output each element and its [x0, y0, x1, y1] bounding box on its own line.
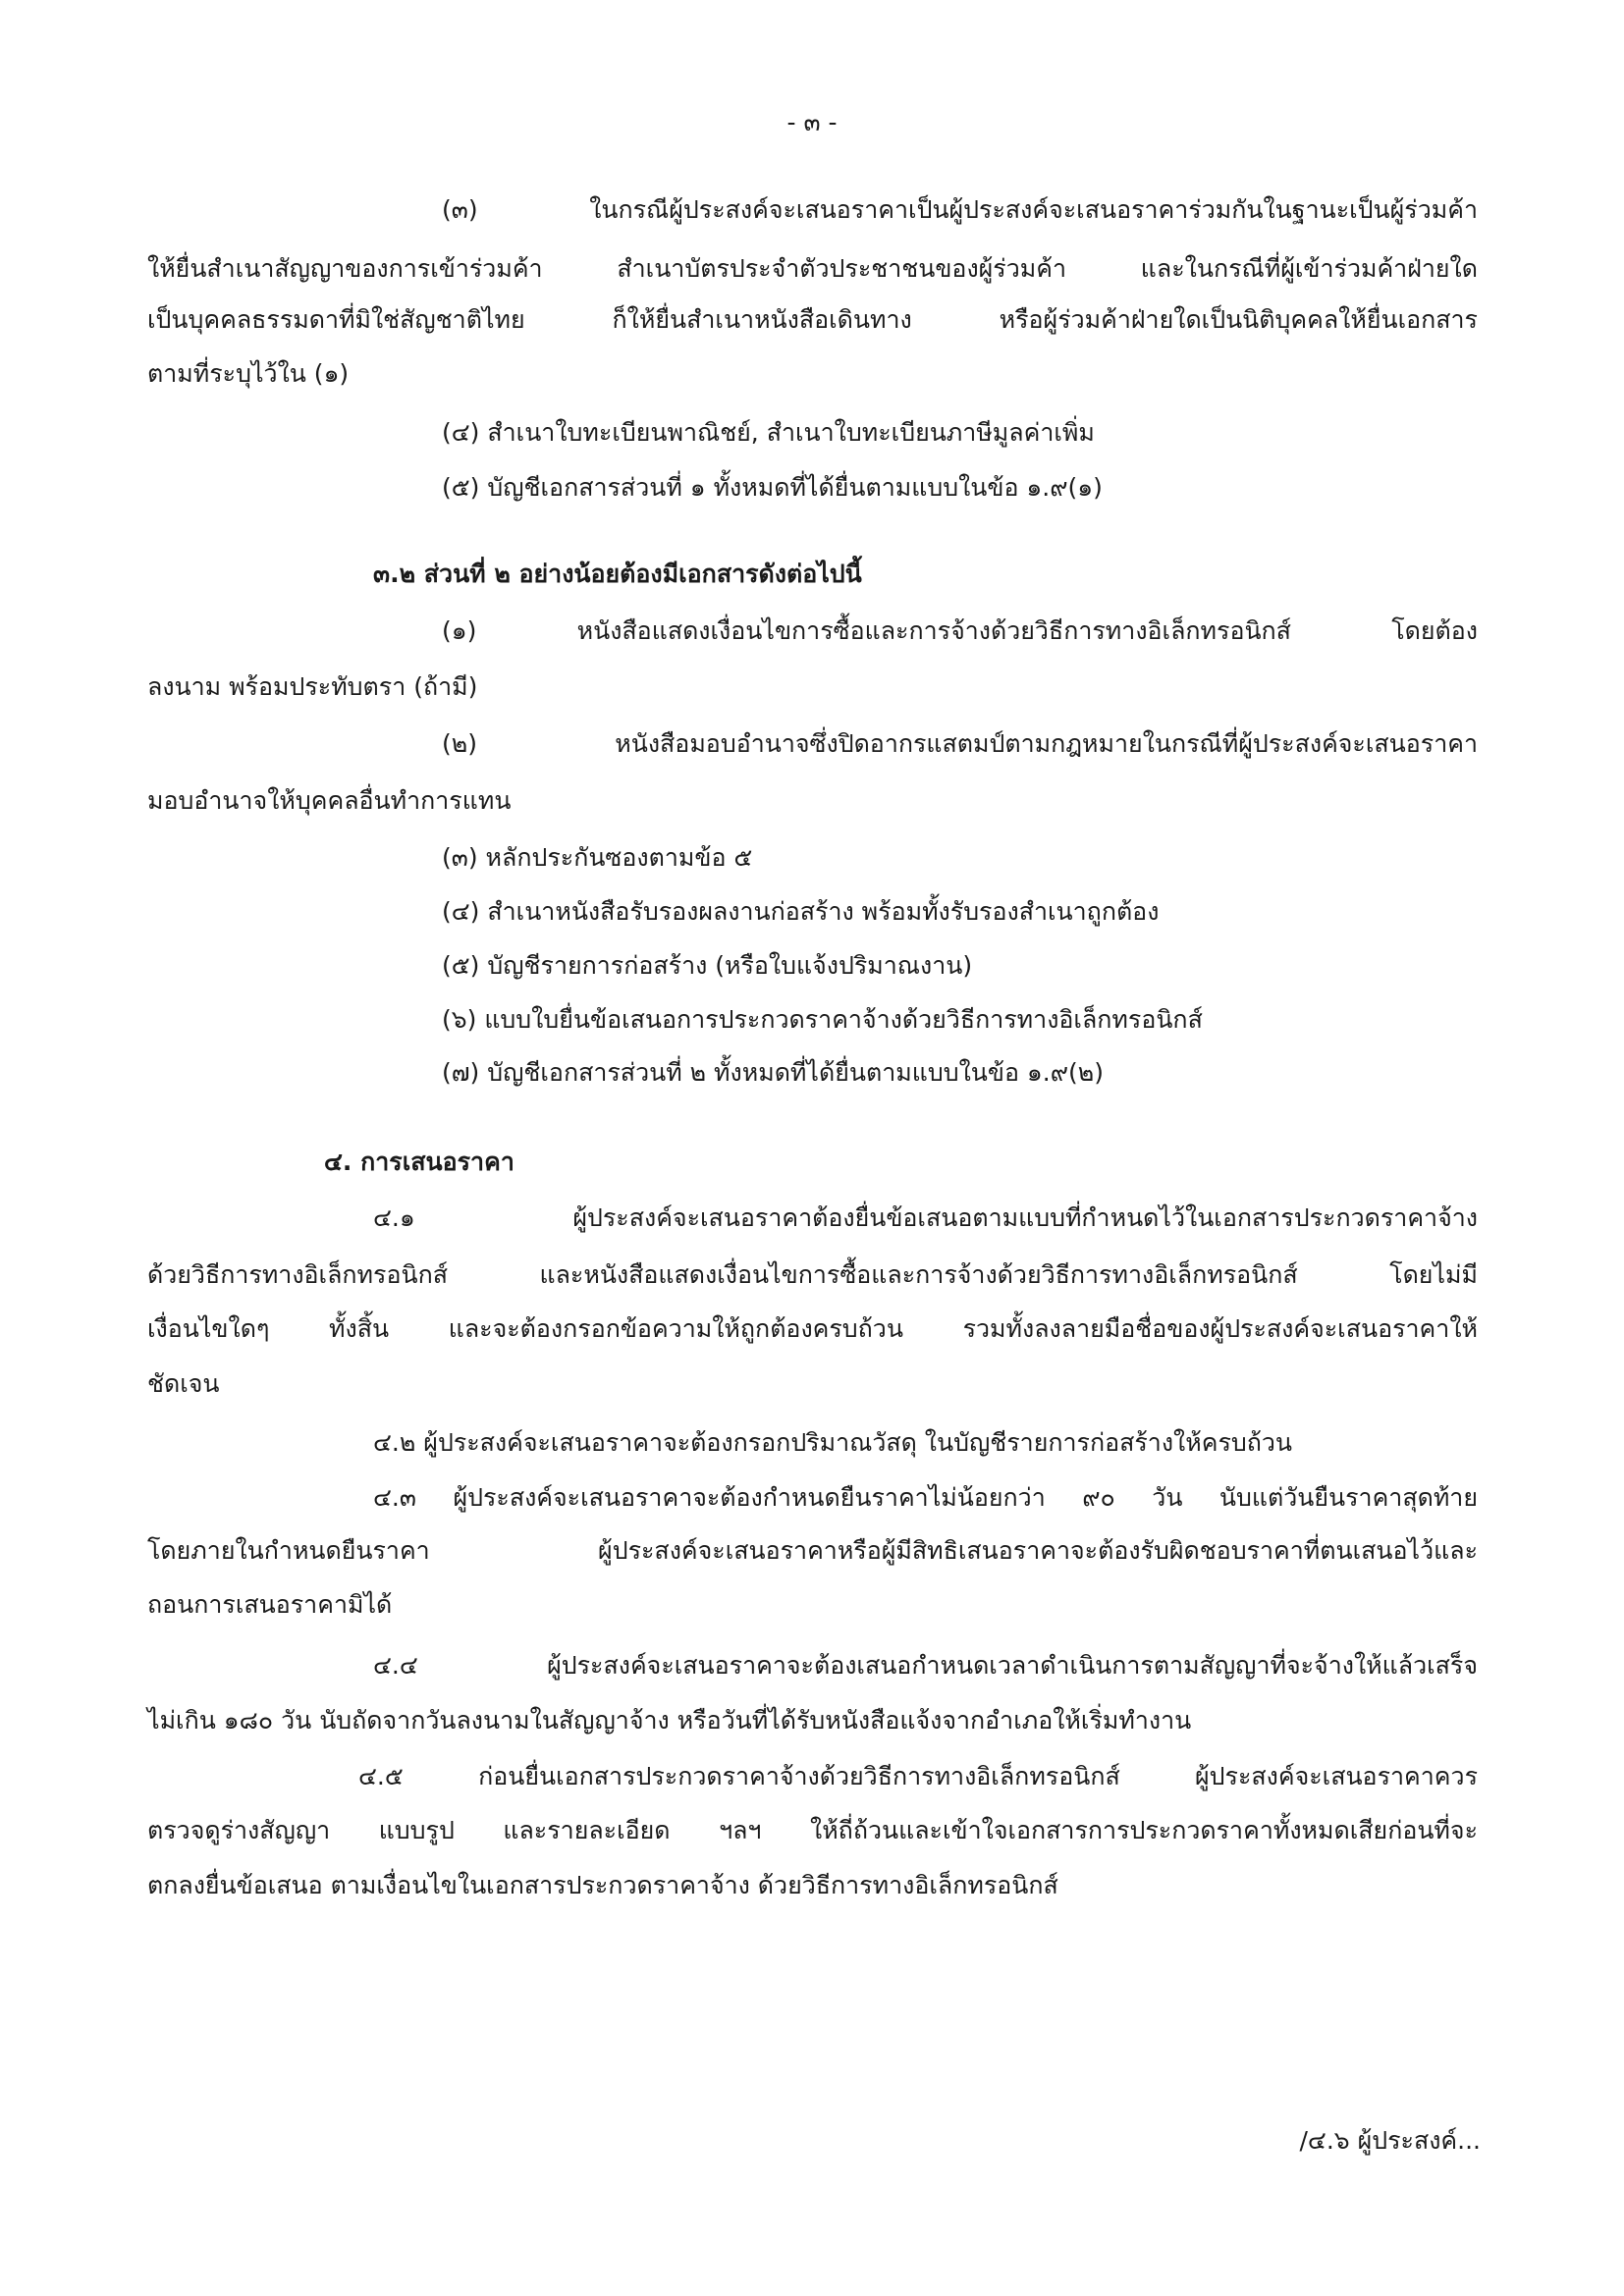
s4-p1-line1: ๔.๑ ผู้ประสงค์จะเสนอราคาต้องยื่นข้อเสนอตามแบบที่กำหนดไว้ในเอกสารประกวดราคาจ้าง [373, 1203, 1478, 1232]
s4-p4-line1: ๔.๔ ผู้ประสงค์จะเสนอราคาจะต้องเสนอกำหนดเวลาดำเนินการตามสัญญาที่จะจ้างให้แล้วเสร็จ [373, 1651, 1478, 1680]
s4-p3-line1: ๔.๓ ผู้ประสงค์จะเสนอราคาจะต้องกำหนดยืนราคาไม่น้อยกว่า ๙๐ วัน นับแต่วันยืนราคาสุดท้าย [373, 1483, 1478, 1512]
s32-item4: (๔) สำเนาหนังสือรับรองผลงานก่อสร้าง พร้อมทั้งรับรองสำเนาถูกต้อง [442, 897, 1160, 926]
s31-item3-line4: ตามที่ระบุไว้ใน (๑) [147, 359, 350, 388]
s32-item2-line2: มอบอำนาจให้บุคคลอื่นทำการแทน [147, 786, 512, 815]
s4-p2: ๔.๒ ผู้ประสงค์จะเสนอราคาจะต้องกรอกปริมาณวัสดุ ในบัญชีรายการก่อสร้างให้ครบถ้วน [373, 1428, 1293, 1457]
s31-item3-line1: (๓) ในกรณีผู้ประสงค์จะเสนอราคาเป็นผู้ประสงค์จะเสนอราคาร่วมกันในฐานะเป็นผู้ร่วมค้า [442, 195, 1478, 224]
s31-item4: (๔) สำเนาใบทะเบียนพาณิชย์, สำเนาใบทะเบียนภาษีมูลค่าเพิ่ม [442, 418, 1095, 447]
s4-heading: ๔. การเสนอราคา [324, 1148, 514, 1176]
s32-item3: (๓) หลักประกันซองตามข้อ ๕ [442, 843, 753, 872]
s32-item1-line2: ลงนาม พร้อมประทับตรา (ถ้ามี) [147, 672, 478, 701]
s32-item5: (๕) บัญชีรายการก่อสร้าง (หรือใบแจ้งปริมาณงาน) [442, 951, 973, 980]
s32-heading: ๓.๒ ส่วนที่ ๒ อย่างน้อยต้องมีเอกสารดังต่อไปนี้ [373, 560, 862, 588]
s4-p3-line2: โดยภายในกำหนดยืนราคา ผู้ประสงค์จะเสนอราคาหรือผู้มีสิทธิเสนอราคาจะต้องรับผิดชอบราคาที่ตนเสนอไว้และ [147, 1536, 1478, 1565]
s4-p4-line2: ไม่เกิน ๑๘๐ วัน นับถัดจากวันลงนามในสัญญาจ้าง หรือวันที่ได้รับหนังสือแจ้งจากอำเภอให้เริ่มทำงาน [147, 1706, 1192, 1735]
s4-p1-line2: ด้วยวิธีการทางอิเล็กทรอนิกส์ และหนังสือแสดงเงื่อนไขการซื้อและการจ้างด้วยวิธีการทางอิเล็กทรอนิกส์ โดยไม่มี [147, 1260, 1478, 1289]
s32-item2-line1: (๒) หนังสือมอบอำนาจซึ่งปิดอากรแสตมป์ตามกฎหมายในกรณีที่ผู้ประสงค์จะเสนอราคา [442, 729, 1478, 758]
s4-p5-line2: ตรวจดูร่างสัญญา แบบรูป และรายละเอียด ฯลฯ ให้ถี่ถ้วนและเข้าใจเอกสารการประกวดราคาทั้งหมดเสียก่อนที่จะ [147, 1816, 1478, 1844]
s31-item5: (๕) บัญชีเอกสารส่วนที่ ๑ ทั้งหมดที่ได้ยื่นตามแบบในข้อ ๑.๙(๑) [442, 473, 1103, 502]
s32-item6: (๖) แบบใบยื่นข้อเสนอการประกวดราคาจ้างด้วยวิธีการทางอิเล็กทรอนิกส์ [442, 1005, 1203, 1034]
s4-p5-line1: ๔.๕ ก่อนยื่นเอกสารประกวดราคาจ้างด้วยวิธีการทางอิเล็กทรอนิกส์ ผู้ประสงค์จะเสนอราคาควร [358, 1762, 1478, 1790]
s32-item7: (๗) บัญชีเอกสารส่วนที่ ๒ ทั้งหมดที่ได้ยื่นตามแบบในข้อ ๑.๙(๒) [442, 1058, 1105, 1087]
s4-p1-line3: เงื่อนไขใดๆ ทั้งสิ้น และจะต้องกรอกข้อความให้ถูกต้องครบถ้วน รวมทั้งลงลายมือชื่อของผู้ประสงค์จะเสนอราคาให้ [147, 1314, 1478, 1343]
s31-item3-line3: เป็นบุคคลธรรมดาที่มิใช่สัญชาติไทย ก็ให้ยื่นสำเนาหนังสือเดินทาง หรือผู้ร่วมค้าฝ่ายใดเป็นนิติบุคคลให้ยื่นเอกสาร [147, 305, 1478, 334]
s32-item1-line1: (๑) หนังสือแสดงเงื่อนไขการซื้อและการจ้างด้วยวิธีการทางอิเล็กทรอนิกส์ โดยต้อง [442, 616, 1478, 645]
s31-item3-line2: ให้ยื่นสำเนาสัญญาของการเข้าร่วมค้า สำเนาบัตรประจำตัวประชาชนของผู้ร่วมค้า และในกรณีที่ผู้เข้าร่วมค้าฝ่ายใด [147, 254, 1478, 283]
continuation-note: /๔.๖ ผู้ประสงค์... [1299, 2126, 1481, 2155]
s4-p3-line3: ถอนการเสนอราคามิได้ [147, 1590, 393, 1619]
s4-p5-line3: ตกลงยื่นข้อเสนอ ตามเงื่อนไขในเอกสารประกวดราคาจ้าง ด้วยวิธีการทางอิเล็กทรอนิกส์ [147, 1871, 1058, 1899]
page-number: - ๓ - [786, 108, 838, 136]
s4-p1-line4: ชัดเจน [147, 1369, 220, 1398]
